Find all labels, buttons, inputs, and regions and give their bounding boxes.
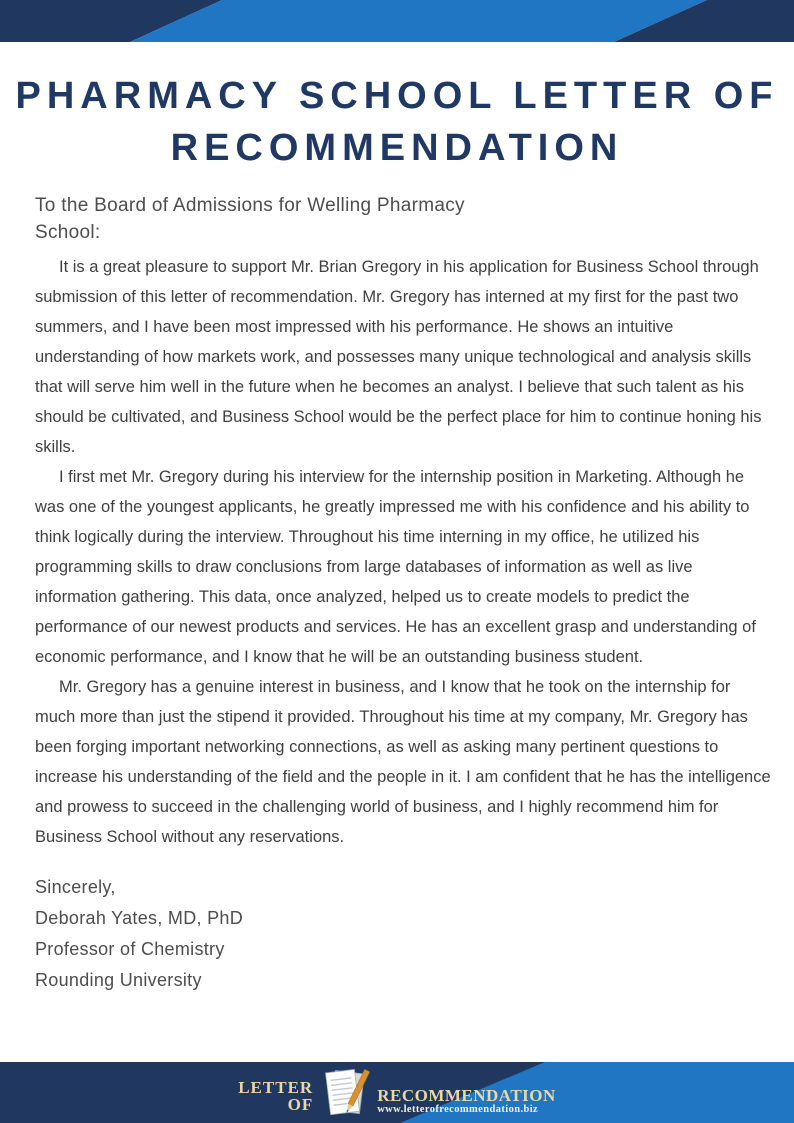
footer-logo-right (377, 1087, 556, 1116)
signature-title: Professor of Chemistry (35, 939, 225, 959)
page-title-line2: RECOMMENDATION (170, 127, 624, 169)
header-blue-parallelogram (130, 0, 707, 42)
letter-body (35, 192, 775, 996)
closing: Sincerely, (35, 877, 116, 897)
page-title-line1: PHARMACY SCHOOL LETTER OF (15, 75, 779, 117)
paragraph-3: Mr. Gregory has a genuine interest in business, and I know that he took on the internship for much more than just the stipend it provided. Throughout his time at my company, Mr. Gregory has been forging important networking connections, as well as asking many pertinent questions to increase his understanding of the field and the people in it. I am confident that he has the intelligence and prowess to succeed in the challenging world of business, and I highly recommend him for Business School without any reservations. (35, 678, 771, 846)
paragraph-1: It is a great pleasure to support Mr. Brian Gregory in his application for Business School through submission of this letter of recommendation. Mr. Gregory has interned at my first for the past two summers, and I have been most impressed with his performance. He shows an intuitive understanding of how markets work, and possesses many unique technological and analysis skills that will serve him well in the future when he becomes an analyst. I believe that such talent as his should be cultivated, and Business School would be the perfect place for him to continue honing his skills. (35, 258, 762, 456)
salutation: To the Board of Admissions for Welling Pharmacy School: (35, 195, 465, 243)
footer (0, 1062, 794, 1123)
footer-website: www.letterofrecommendation.biz (377, 1104, 539, 1115)
header-decoration (0, 0, 794, 42)
page-title (0, 70, 794, 174)
signature-block (35, 872, 775, 996)
paragraph-2: I first met Mr. Gregory during his interview for the internship position in Marketing. Although he was one of the youngest applicants, he greatly impressed me with his confidence and his ability to think logically during the interview. Throughout his time interning in my office, he utilized his programming skills to draw conclusions from large databases of information as well as live information gathering. This data, once analyzed, helped us to create models to predict the performance of our newest products and services. He has an excellent grasp and understanding of economic performance, and I know that he will be an outstanding business student. (35, 468, 756, 666)
signature-name: Deborah Yates, MD, PhD (35, 908, 244, 928)
signature-org: Rounding University (35, 970, 202, 990)
logo-word-of: OF (287, 1094, 314, 1114)
logo-word-recommendation: RECOMMENDATION (377, 1086, 556, 1105)
paper-pencil-icon (316, 1067, 374, 1119)
logo-word-letter: LETTER (238, 1077, 314, 1097)
footer-logo-left (238, 1079, 313, 1113)
footer-logo (0, 1062, 794, 1123)
